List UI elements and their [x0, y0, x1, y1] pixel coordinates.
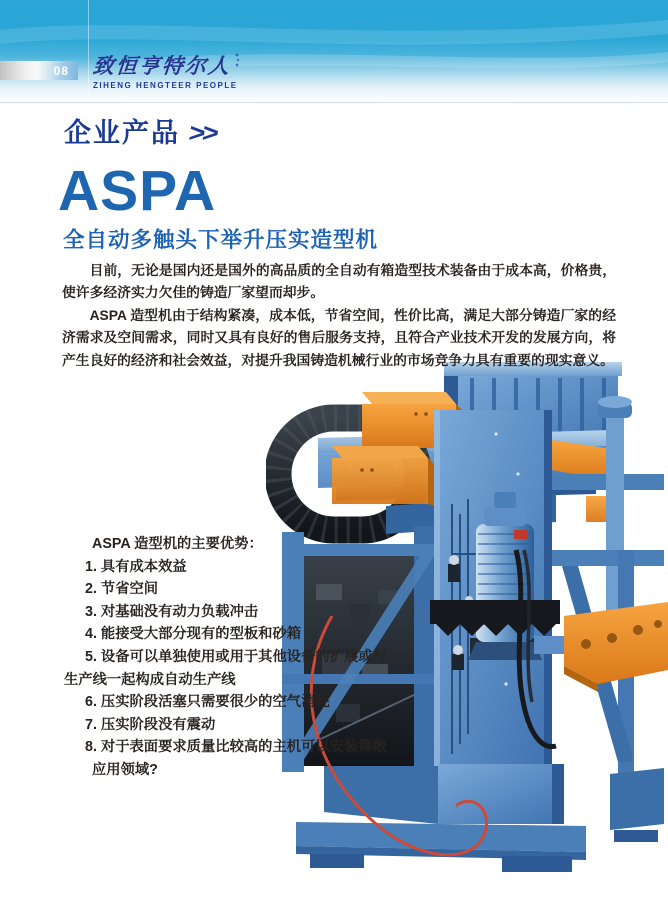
section-heading [64, 111, 216, 150]
header-divider-line [88, 0, 89, 94]
advantage-item-6: 6. 压实阶段活塞只需要很少的空气消耗 [85, 694, 330, 711]
advantages-list [62, 533, 387, 782]
product-subtitle: 全自动多触头下举升压实造型机 [63, 228, 379, 252]
logo-tagline: ZIHENG HENGTEER PEOPLE [93, 81, 238, 90]
page-number-badge [0, 61, 78, 80]
double-chevron-icon: >> [187, 118, 218, 147]
advantage-item-1: 1. 具有成本效益 [85, 558, 187, 575]
machine-orange-plate [564, 602, 668, 692]
product-name: ASPA [58, 159, 217, 223]
company-logo [93, 50, 241, 90]
advantage-item-5-cont: 生产线一起构成自动生产线 [64, 671, 236, 688]
page-number: 08 [53, 63, 69, 78]
machine-conveyor-teeth [430, 600, 560, 636]
intro-paragraph-2: ASPA 造型机由于结构紧凑，成本低，节省空间，性价比高，满足大部分铸造厂家的经济需求及空间需求，同时又具有良好的售后服务支持，且符合产业技术开发的发展方向，将产生良好的经济和社会效益，对提升我国铸造机械行业的市场竞争力具有重要的现实意义。 [62, 307, 616, 368]
advantage-item-8: 8. 对于表面要求质量比较高的主机可以安装筛敞 [85, 739, 387, 756]
advantage-item-8-cont: 应用领域? [92, 761, 158, 778]
machine-right-frame [534, 396, 668, 776]
logo-calligraphy-text: 致恒亨特尔人 [91, 53, 233, 78]
advantage-item-3: 3. 对基础没有动力负载冲击 [85, 603, 259, 620]
intro-text [62, 260, 616, 372]
advantage-item-2: 2. 节省空间 [85, 581, 159, 598]
advantage-item-4: 4. 能接受大部分现有的型板和砂箱 [85, 626, 302, 643]
section-title: 企业产品 [64, 118, 180, 148]
advantages-title: ASPA 造型机的主要优势： [92, 536, 263, 552]
advantage-item-7: 7. 压实阶段没有震动 [85, 716, 216, 733]
header-bottom-rule [0, 102, 668, 103]
advantage-item-5: 5. 设备可以单独使用或用于其他设备的扩展或与 [85, 648, 387, 665]
intro-paragraph-1: 目前，无论是国内还是国外的高品质的全自动有箱造型技术装备由于成本高，价格贵，使许多经济实力欠佳的铸造厂家望而却步。 [62, 263, 616, 301]
logo-seal-mark [234, 52, 241, 68]
